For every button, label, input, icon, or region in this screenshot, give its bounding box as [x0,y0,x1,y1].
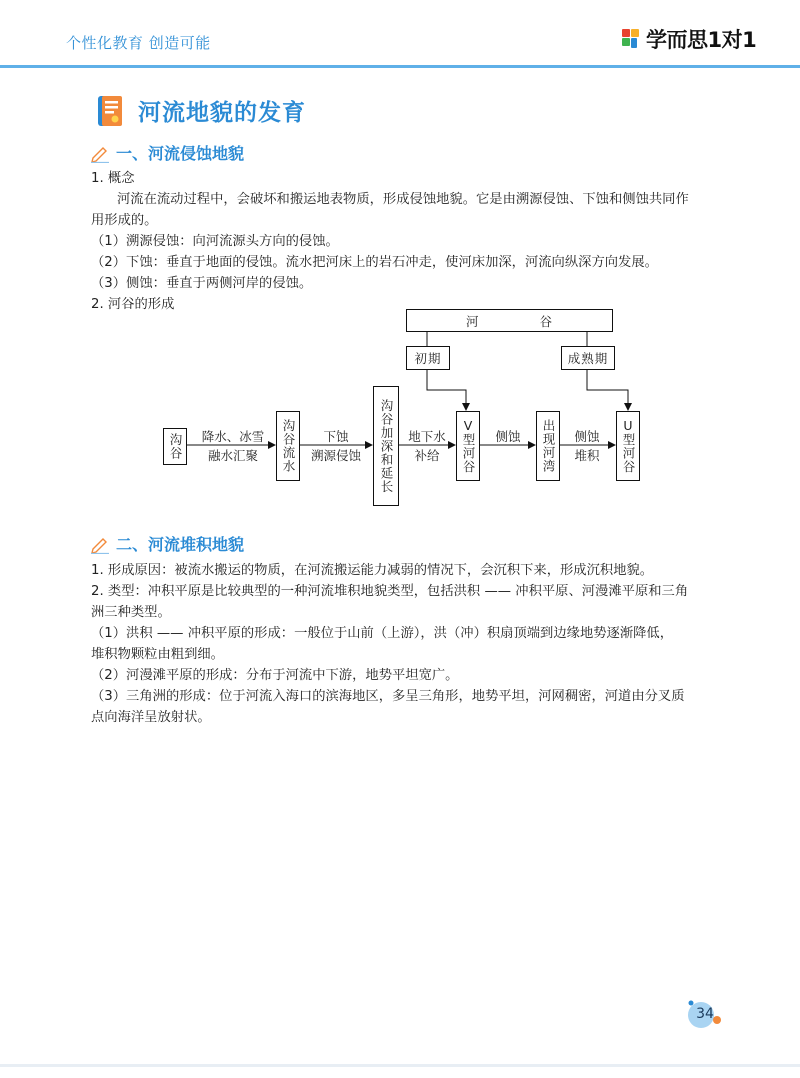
early-stage-box: 初期 [406,346,450,370]
section1-heading [90,141,244,164]
deposit-types-cont: 洲三种类型。 [91,605,171,620]
alluvial-plain: （1）洪积 —— 冲积平原的形成：一般位于山前（上游），洪（冲）积扇顶端到边缘地势逐渐降低， [91,626,674,641]
step1-label-bottom: 融水汇聚 [207,448,258,463]
section1-body [91,168,711,315]
gully-box: 沟谷 [163,428,187,465]
brand-logo [622,26,756,52]
u-valley-text: 型河谷 [621,433,636,474]
erosion-item-headward: （1）溯源侵蚀：向河流源头方向的侵蚀。 [91,234,339,249]
v-valley-box [456,411,480,481]
step5-label-top: 侧蚀 [574,429,600,444]
concept-label: 1. 概念 [91,171,135,186]
section2-title: 二、河流堆积地貌 [116,535,245,554]
deposit-types: 2. 类型：冲积平原是比较典型的一种河流堆积地貌类型，包括洪积 —— 冲积平原、河漫滩平原和三角 [91,584,689,599]
notebook-icon [96,95,124,127]
pencil-icon [90,534,110,554]
concept-text: 河流在流动过程中，会破坏和搬运地表物质，形成侵蚀地貌。它是由溯源侵蚀、下蚀和侧蚀共同作 [117,192,689,207]
river-valley-char2: 谷 [539,313,554,329]
deposit-cause: 1. 形成原因：被流水搬运的物质，在河流搬运能力减弱的情况下，会沉积下来，形成沉积地貌。 [91,563,654,578]
delta-cont: 点向海洋呈放射状。 [91,710,211,725]
footer-divider [0,1064,800,1067]
meander-box: 出现河湾 [536,411,560,481]
u-letter: U [623,418,633,434]
page-number: 34 [696,1006,714,1022]
section2-heading [90,532,244,555]
floodplain: （2）河漫滩平原的形成：分布于河流中下游，地势平坦宽广。 [91,668,459,683]
page-title-row [96,94,306,127]
step2-label-bottom: 溯源侵蚀 [310,448,361,463]
v-letter: V [463,418,473,434]
header-divider [0,65,800,68]
header-slogan: 个性化教育 创造可能 [66,34,211,52]
v-valley-text: 型河谷 [461,433,476,474]
page-title: 河流地貌的发育 [138,100,306,126]
concept-text-cont: 用形成的。 [91,213,158,228]
gully-deepen-box: 沟谷加深和延长 [373,386,399,506]
step4-label: 侧蚀 [495,429,521,444]
mature-stage-box: 成熟期 [561,346,615,370]
step3-label-top: 地下水 [408,429,446,444]
logo-mark-icon [622,29,642,49]
step3-label-bottom: 补给 [414,448,440,463]
gully-flow-box: 沟谷流水 [276,411,300,481]
step1-label-top: 降水、冰雪 [201,429,265,444]
delta: （3）三角洲的形成：位于河流入海口的滨海地区，多呈三角形，地势平坦，河网稠密，河道由分叉质 [91,689,685,704]
step2-label-top: 下蚀 [323,429,349,444]
river-valley-char1: 河 [465,313,480,329]
u-valley-box [616,411,640,481]
step5-label-bottom: 堆积 [574,448,600,463]
section1-title: 一、河流侵蚀地貌 [116,144,245,163]
erosion-item-downcutting: （2）下蚀：垂直于地面的侵蚀。流水把河床上的岩石冲走，使河床加深，河流向纵深方向发展。 [91,255,658,270]
section2-body [91,560,711,728]
erosion-item-lateral: （3）侧蚀：垂直于两侧河岸的侵蚀。 [91,276,313,291]
alluvial-plain-cont: 堆积物颗粒由粗到细。 [91,647,224,662]
pencil-icon [90,143,110,163]
valley-label: 2. 河谷的形成 [91,297,175,312]
logo-text: 学而思1对1 [646,28,757,52]
